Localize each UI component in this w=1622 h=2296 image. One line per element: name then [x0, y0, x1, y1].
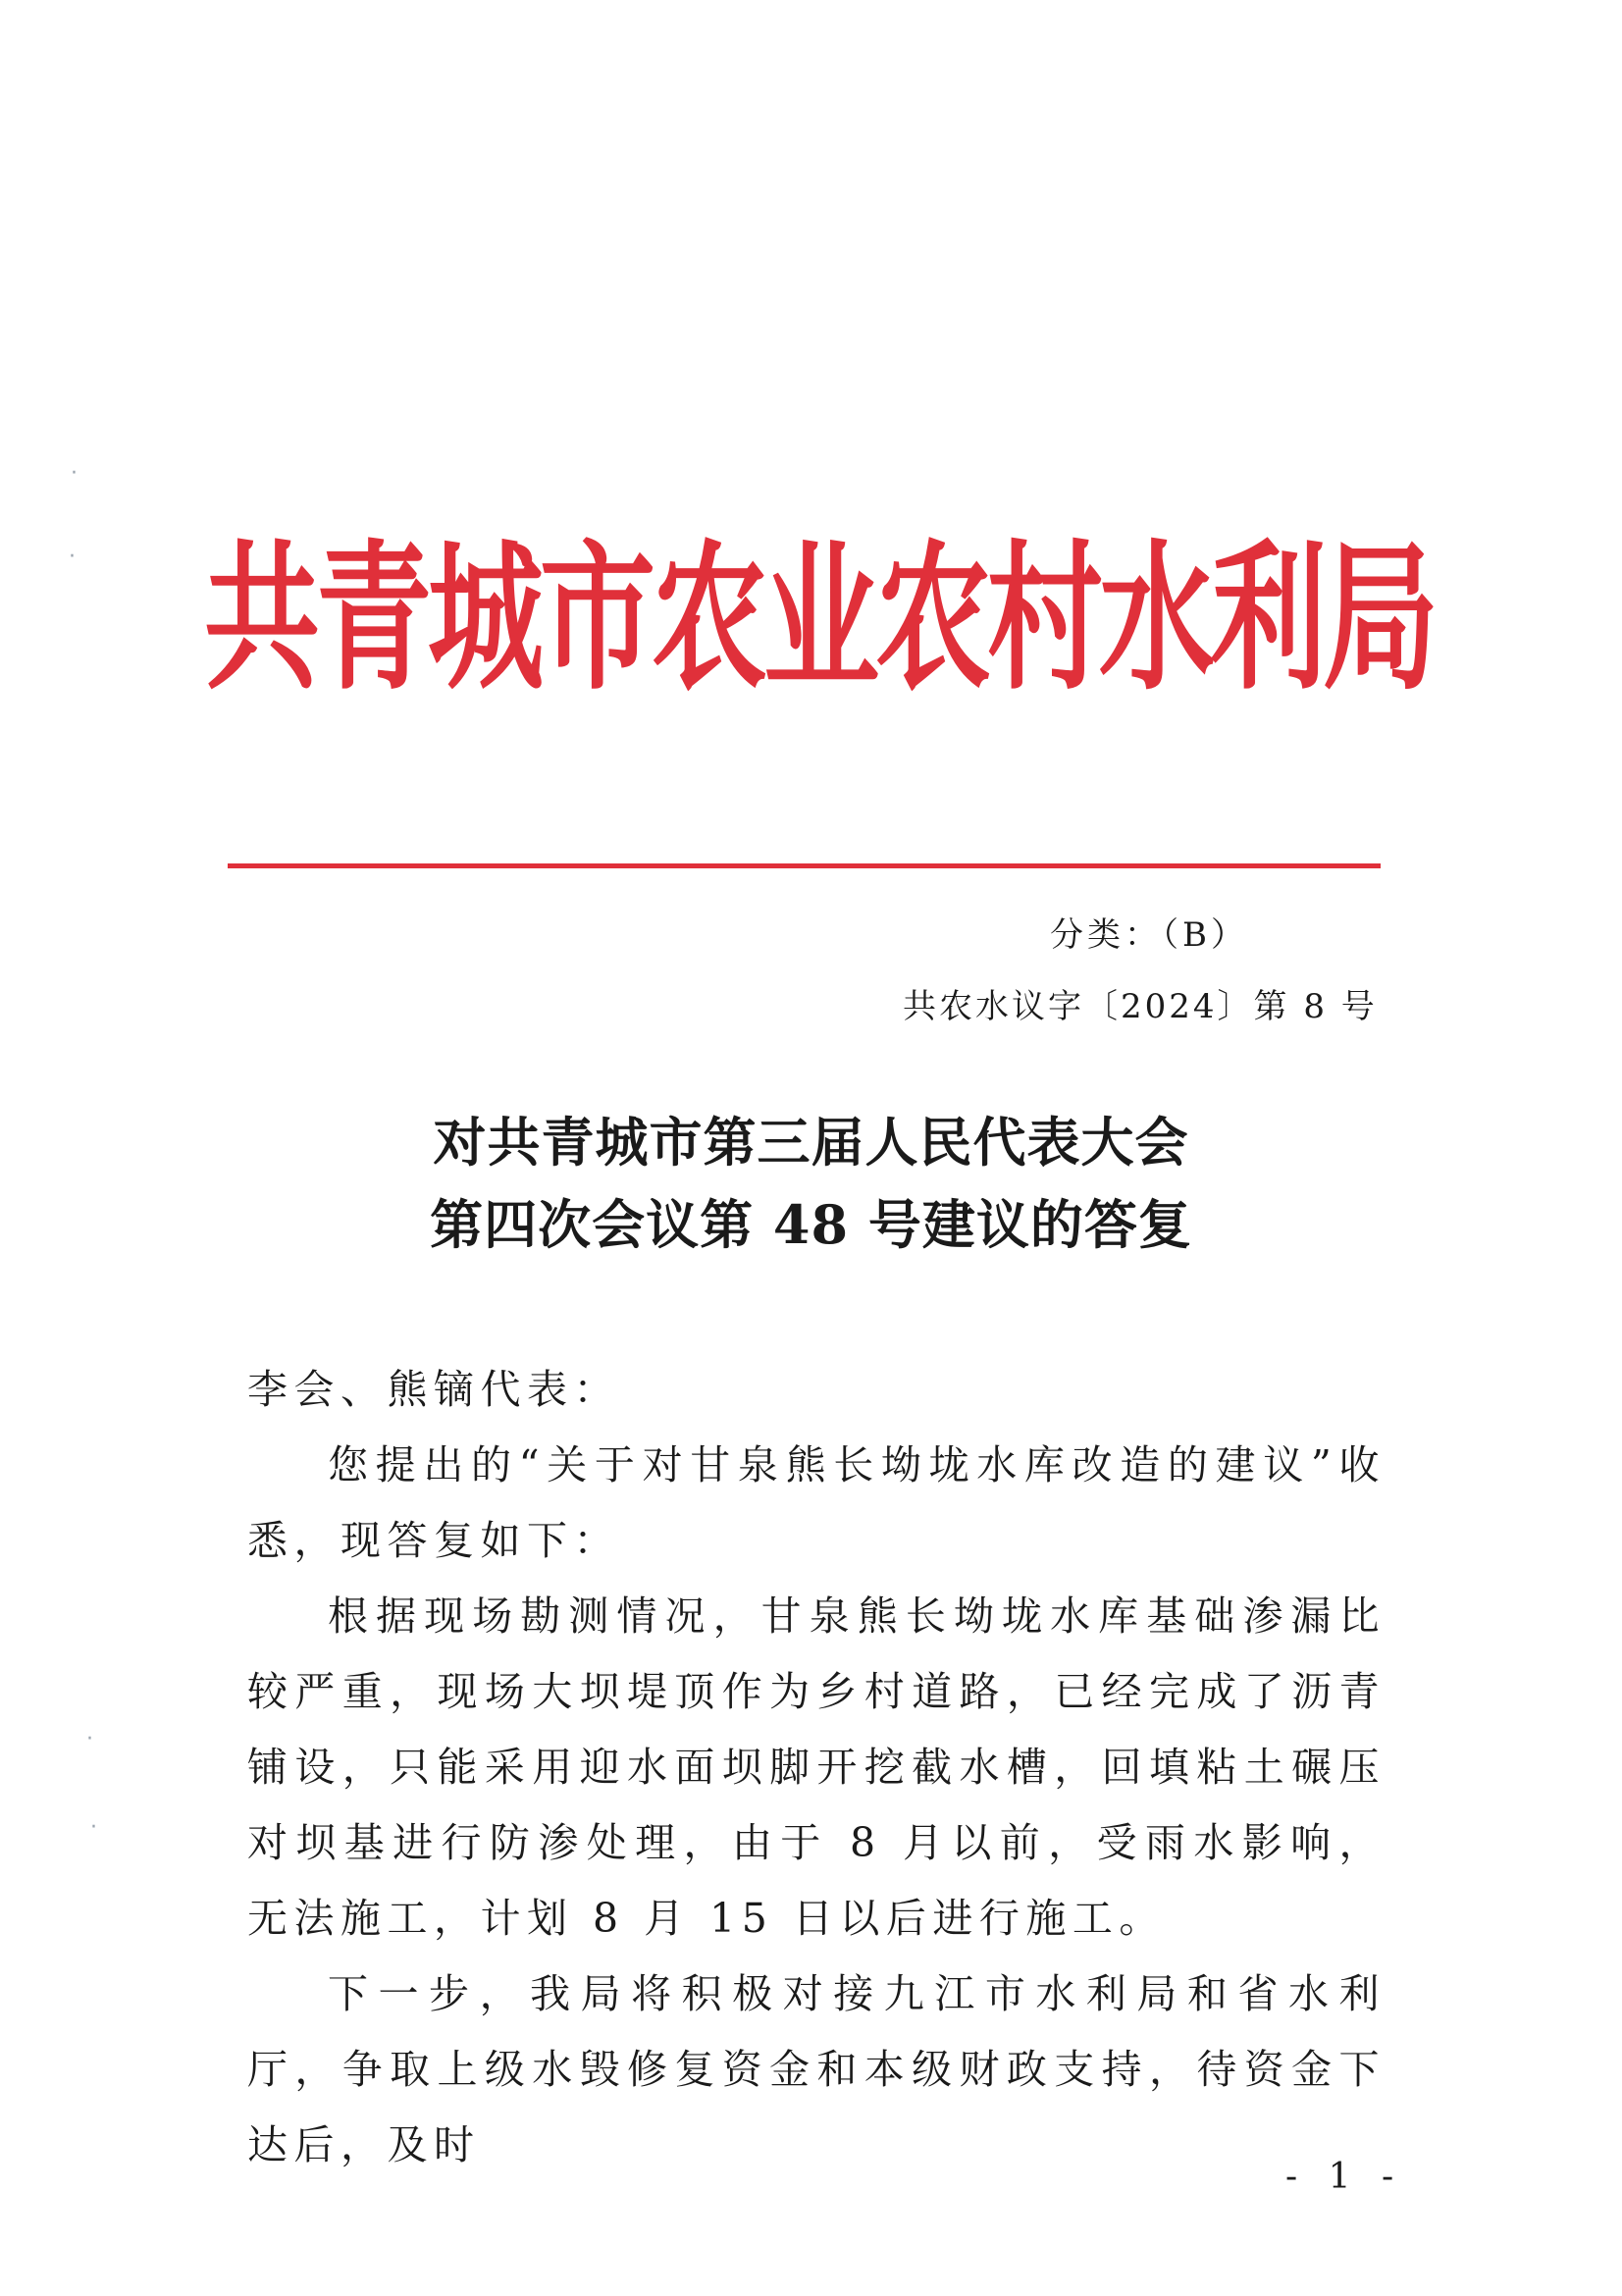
- body-text: [247, 1352, 1386, 2183]
- scan-speck: ·: [69, 545, 76, 569]
- body-paragraph-2: 根据现场勘测情况，甘泉熊长坳垅水库基础渗漏比较严重，现场大坝堤顶作为乡村道路，已经完成了沥青铺设，只能采用迎水面坝脚开挖截水槽，回填粘土碾压对坝基进行防渗处理，由于 8 月以前，受雨水影响，无法施工，计划 8 月 15 日以后进行施工。: [247, 1592, 1386, 1942]
- classification-label: 分类：（B）: [1050, 915, 1248, 955]
- header-red-rule: [228, 863, 1381, 868]
- scan-speck: ·: [90, 1815, 97, 1840]
- page-number: - 1 -: [1285, 2157, 1404, 2197]
- scan-speck: ·: [71, 461, 78, 486]
- document-title-line-2: 第四次会议第 48 号建议的答复: [430, 1193, 1192, 1256]
- body-paragraph-1: 您提出的“关于对甘泉熊长坳垅水库改造的建议”收悉，现答复如下：: [247, 1441, 1386, 1564]
- scan-speck: ·: [86, 1727, 93, 1751]
- salutation: 李会、熊镝代表：: [247, 1366, 620, 1413]
- body-paragraph-3: 下一步，我局将积极对接九江市水利局和省水利厅，争取上级水毁修复资金和本级财政支持，待资金下达后，及时: [247, 1970, 1386, 2168]
- document-title: [0, 1101, 1622, 1266]
- document-number: 共农水议字〔2024〕第 8 号: [903, 987, 1378, 1026]
- agency-header-title: 共青城市农业农村水利局: [204, 524, 1436, 712]
- document-title-line-1: 对共青城市第三届人民代表大会: [433, 1111, 1189, 1174]
